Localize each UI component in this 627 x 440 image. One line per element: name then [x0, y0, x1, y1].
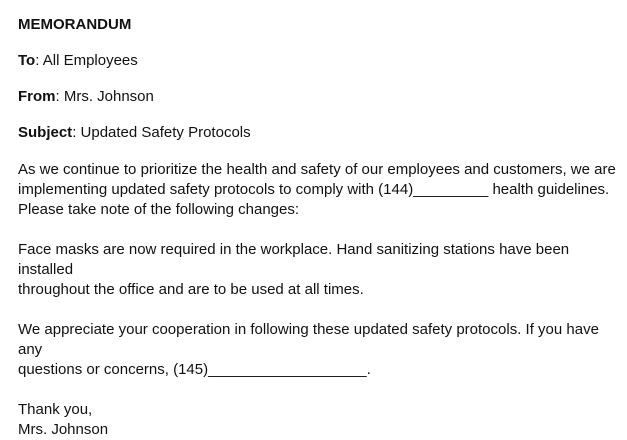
paragraph-line: We appreciate your cooperation in following these updated safety protocols. If you have any [18, 321, 599, 358]
paragraph-line: Face masks are now required in the workplace. Hand sanitizing stations have been installed [18, 241, 570, 278]
to-label: To [18, 52, 36, 69]
from-label: From [18, 88, 56, 105]
paragraph-changes [18, 240, 618, 300]
subject-field [18, 124, 618, 142]
to-field [18, 52, 618, 70]
closing: Thank you, [18, 401, 93, 418]
paragraph-line: As we continue to prioritize the health and safety of our employees and customers, we are [18, 161, 616, 178]
from-field [18, 88, 618, 106]
paragraph-line: questions or concerns, (145)___________________. [18, 361, 371, 378]
signature: Mrs. Johnson [18, 421, 109, 438]
paragraph-appreciation [18, 320, 618, 380]
paragraph-line: implementing updated safety protocols to comply with (144)_________ health guidelines. [18, 181, 610, 198]
from-value: : Mrs. Johnson [55, 88, 154, 105]
paragraph-line: throughout the office and are to be used at all times. [18, 281, 364, 298]
to-value: : All Employees [35, 52, 138, 69]
paragraph-line: Please take note of the following changes: [18, 201, 300, 218]
subject-label: Subject [18, 124, 73, 141]
memo-title: MEMORANDUM [18, 16, 132, 33]
subject-value: : Updated Safety Protocols [72, 124, 251, 141]
paragraph-intro [18, 160, 618, 220]
